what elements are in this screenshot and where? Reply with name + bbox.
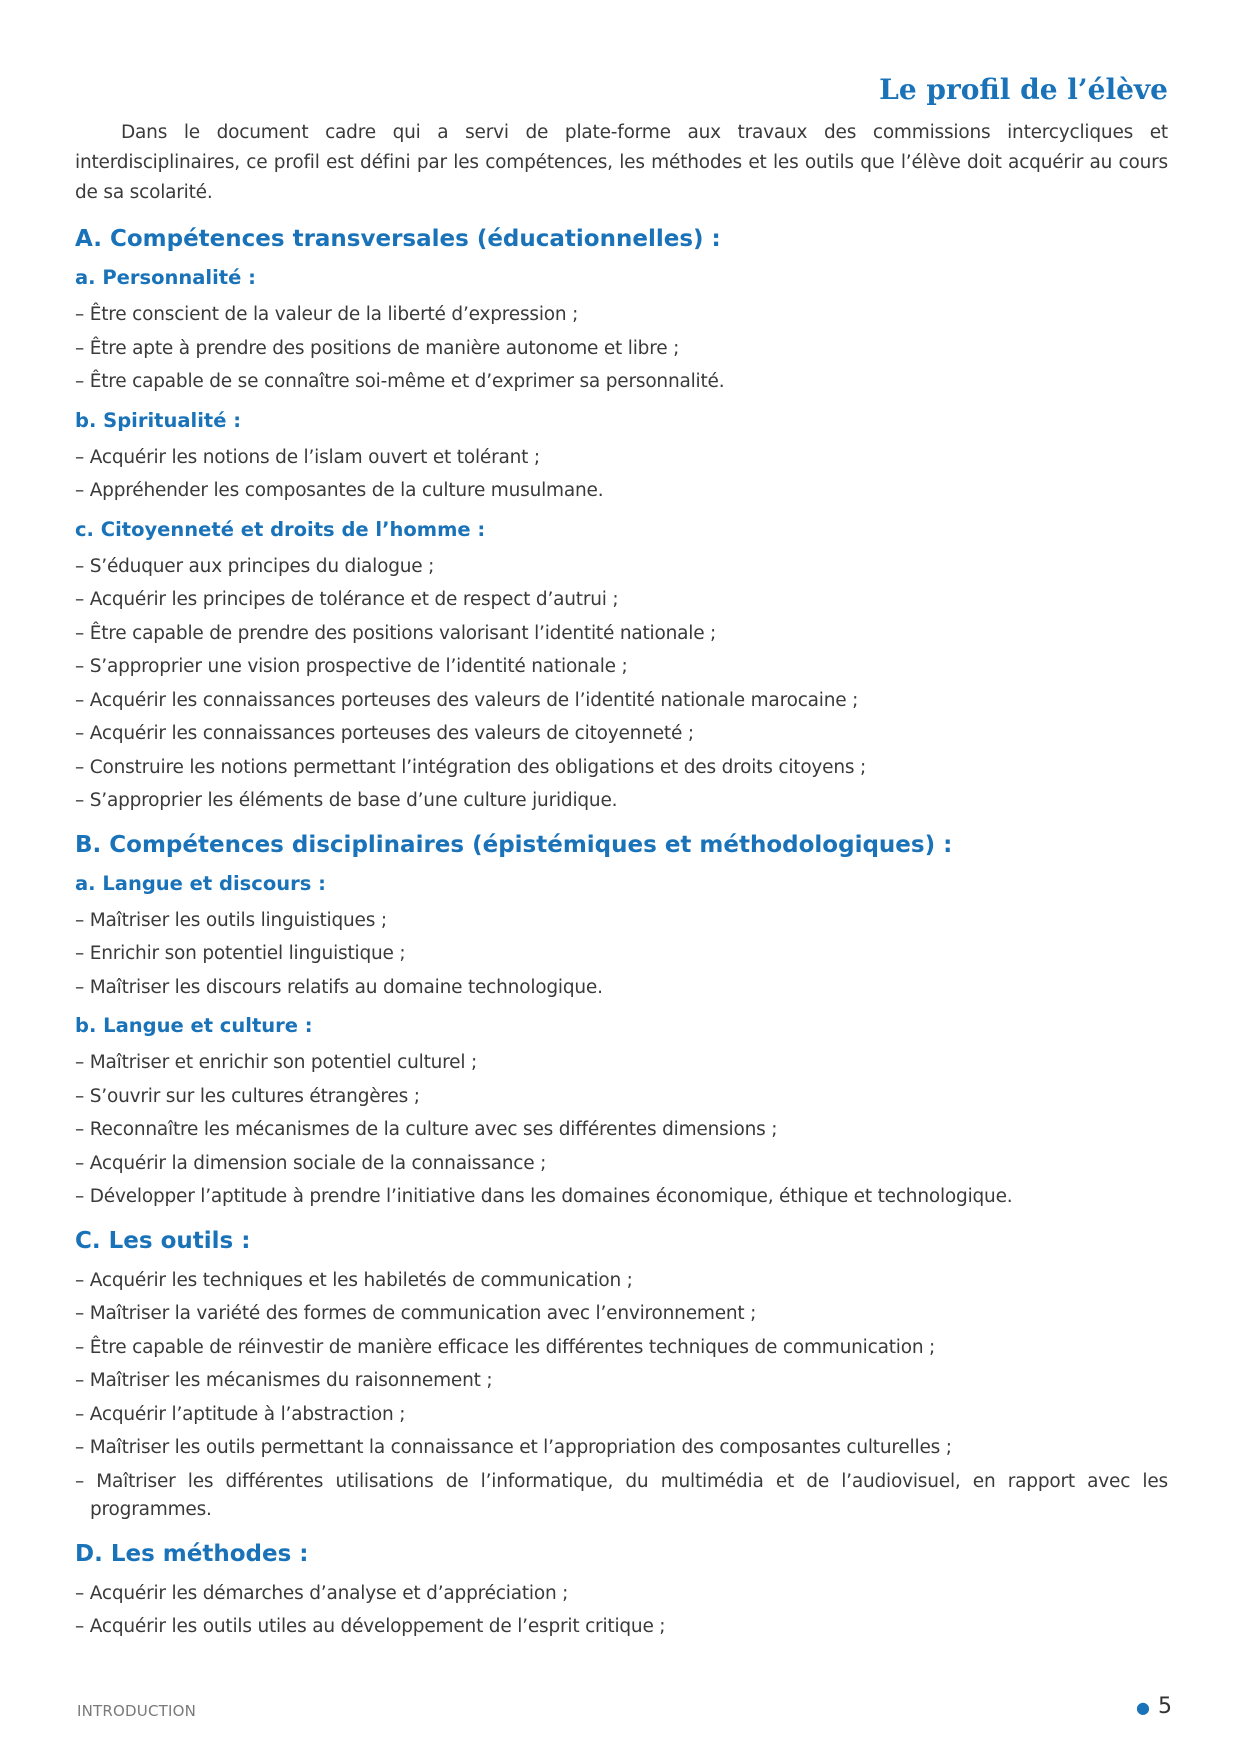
list-item: – S’approprier une vision prospective de l’identité nationale ; (75, 656, 628, 677)
list-item: – Appréhender les composantes de la culture musulmane. (75, 480, 604, 501)
langue-culture-list (75, 1046, 1168, 1214)
list-item: – S’approprier les éléments de base d’une culture juridique. (75, 790, 618, 811)
bullet-dot-icon: ● (1136, 1697, 1150, 1717)
subsection-langue-discours-heading: a. Langue et discours : (75, 871, 326, 895)
section-a-heading: A. Compétences transversales (éducationnelles) : (75, 226, 721, 252)
list-item: – Maîtriser les différentes utilisations de l’informatique, du multimédia et de l’audiovisuel, en rapport avec les programmes. (75, 1470, 1168, 1520)
list-item: – S’ouvrir sur les cultures étrangères ; (75, 1085, 420, 1107)
list-item: – Acquérir les principes de tolérance et de respect d’autrui ; (75, 589, 619, 610)
subsection-citoyennete-heading: c. Citoyenneté et droits de l’homme : (75, 517, 486, 541)
list-item: – Acquérir la dimension sociale de la connaissance ; (75, 1152, 547, 1174)
list-item: – Être capable de se connaître soi-même et d’exprimer sa personnalité. (75, 371, 725, 392)
section-c-heading: C. Les outils : (75, 1227, 251, 1254)
subsection-langue-culture-heading: b. Langue et culture : (75, 1014, 313, 1037)
outils-list (75, 1264, 1168, 1527)
citoyennete-list (75, 550, 1168, 818)
spiritualite-list (75, 441, 1168, 508)
list-item: – Maîtriser les discours relatifs au domaine technologique. (75, 976, 603, 998)
list-item: – Acquérir l’aptitude à l’abstraction ; (75, 1403, 406, 1425)
personnalite-list (75, 298, 1168, 399)
section-d-heading: D. Les méthodes : (75, 1540, 309, 1567)
subsection-personnalite-heading: a. Personnalité : (75, 266, 256, 289)
page-title: Le profil de l’élève (879, 73, 1168, 106)
list-item: – Maîtriser et enrichir son potentiel culturel ; (75, 1052, 477, 1073)
list-item: – Acquérir les connaissances porteuses des valeurs de citoyenneté ; (75, 723, 694, 744)
list-item: – Maîtriser les outils linguistiques ; (75, 909, 387, 931)
langue-discours-list (75, 904, 1168, 1005)
footer-section-label: INTRODUCTION (77, 1702, 197, 1720)
list-item: – Enrichir son potentiel linguistique ; (75, 943, 406, 964)
footer-page-number-wrap (1136, 1694, 1172, 1719)
list-item: – Être apte à prendre des positions de manière autonome et libre ; (75, 337, 680, 359)
intro-paragraph: Dans le document cadre qui a servi de plate-forme aux travaux des commissions intercycliques et interdisciplinaires, ce profil est défini par les compétences, les méthodes et les outils que l’élève doit acquérir au cours de sa scolarité. (75, 122, 1168, 203)
list-item: – Acquérir les connaissances porteuses des valeurs de l’identité nationale marocaine ; (75, 689, 859, 711)
list-item: – Être conscient de la valeur de la liberté d’expression ; (75, 304, 579, 325)
section-b-heading: B. Compétences disciplinaires (épistémiques et méthodologiques) : (75, 831, 953, 858)
methodes-list (75, 1577, 1168, 1644)
list-item: – Acquérir les démarches d’analyse et d’appréciation ; (75, 1582, 569, 1604)
list-item: – Développer l’aptitude à prendre l’initiative dans les domaines économique, éthique et technologique. (75, 1186, 1013, 1207)
list-item: – Être capable de prendre des positions valorisant l’identité nationale ; (75, 622, 717, 644)
subsection-spiritualite-heading: b. Spiritualité : (75, 408, 242, 432)
list-item: – Acquérir les notions de l’islam ouvert et tolérant ; (75, 446, 540, 468)
list-item: – Maîtriser les outils permettant la connaissance et l’appropriation des composantes culturelles ; (75, 1437, 952, 1458)
list-item: – Être capable de réinvestir de manière efficace les différentes techniques de communication ; (75, 1336, 936, 1358)
list-item: – Reconnaître les mécanismes de la culture avec ses différentes dimensions ; (75, 1119, 778, 1140)
list-item: – Acquérir les techniques et les habiletés de communication ; (75, 1269, 633, 1291)
list-item: – Acquérir les outils utiles au développement de l’esprit critique ; (75, 1616, 666, 1637)
list-item: – Maîtriser les mécanismes du raisonnement ; (75, 1370, 493, 1391)
list-item: – Construire les notions permettant l’intégration des obligations et des droits citoyens ; (75, 756, 867, 778)
page-number: 5 (1158, 1694, 1172, 1719)
list-item: – S’éduquer aux principes du dialogue ; (75, 555, 435, 577)
document-page (75, 70, 1168, 1646)
list-item: – Maîtriser la variété des formes de communication avec l’environnement ; (75, 1303, 757, 1324)
